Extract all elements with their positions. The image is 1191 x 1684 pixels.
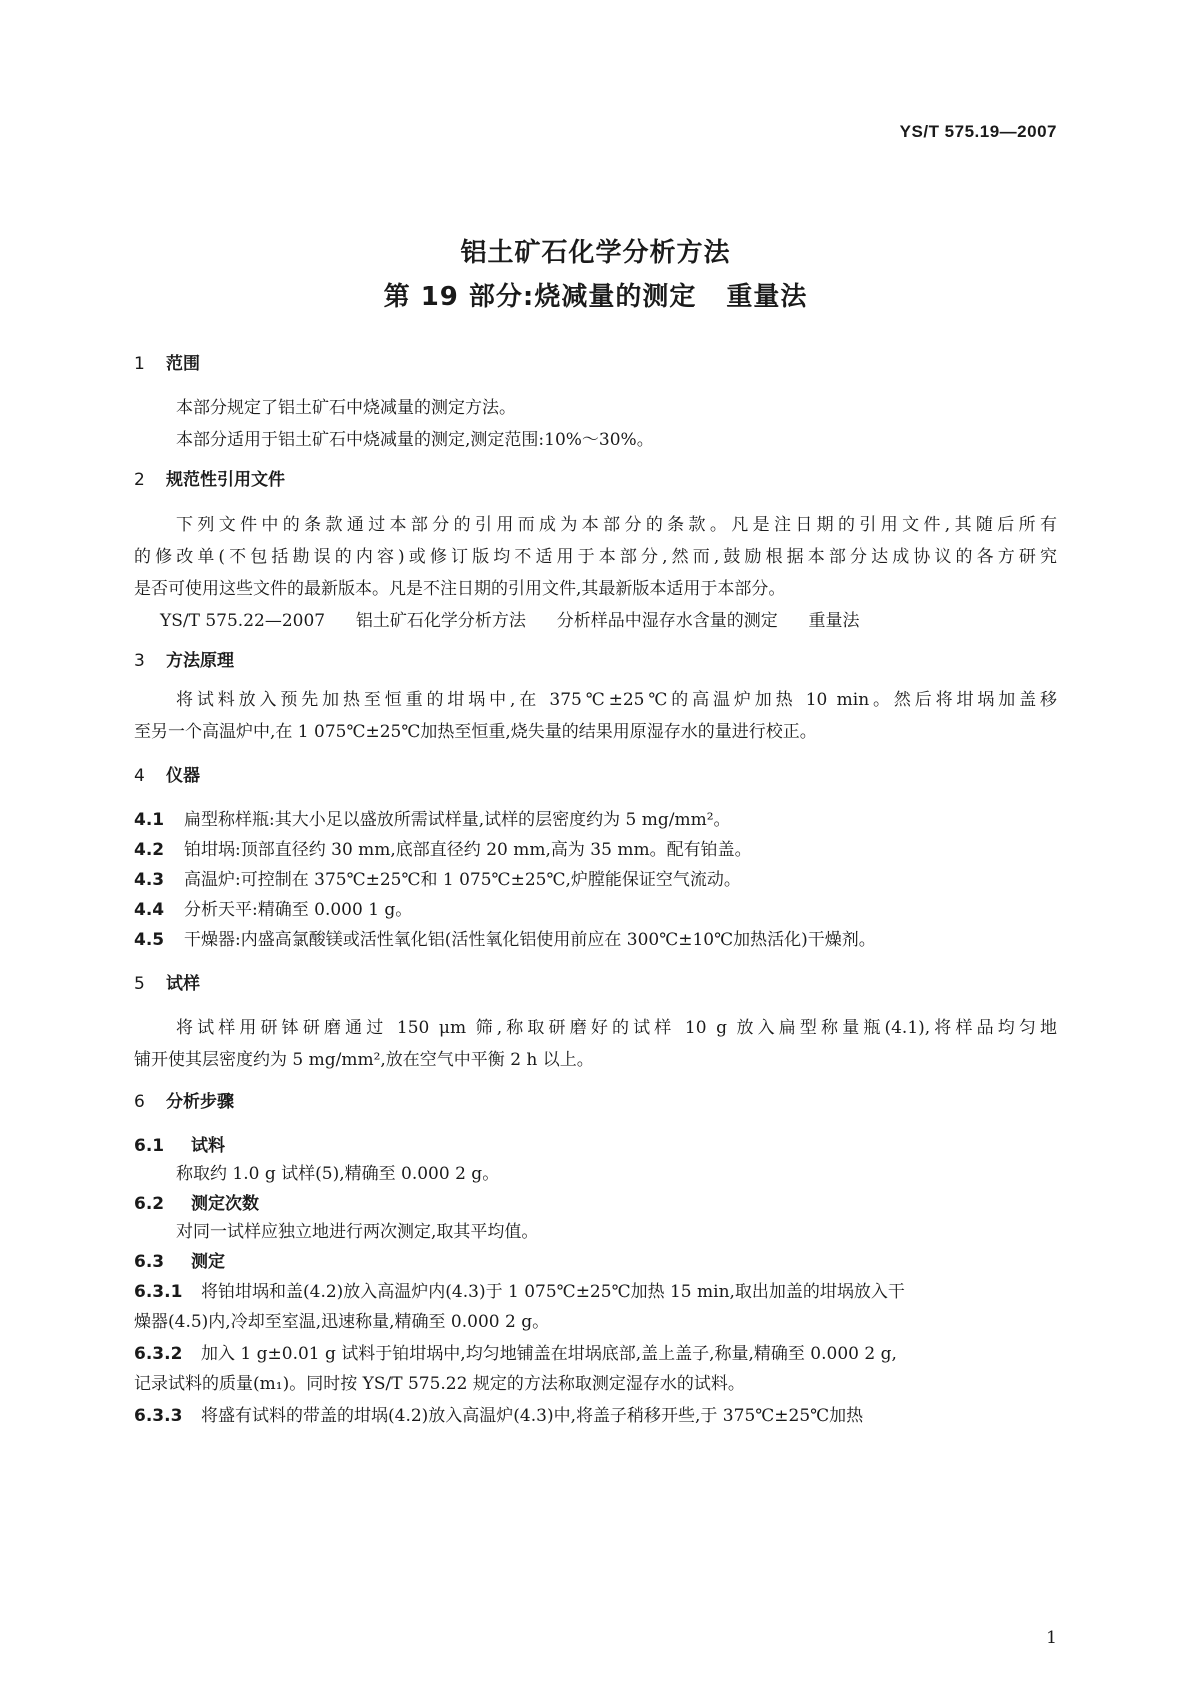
subsection-6-3-heading: 6.3 测定 <box>134 1252 225 1272</box>
section-3-heading: 3 方法原理 <box>134 651 234 671</box>
list-item: 4.2 铂坩埚:顶部直径约 30 mm,底部直径约 20 mm,高为 35 mm。配有铂盖。 <box>134 840 752 860</box>
list-item: 4.4 分析天平:精确至 0.000 1 g。 <box>134 900 413 920</box>
subtitle-method: 重量法 <box>726 282 808 312</box>
section-6-heading: 6 分析步骤 <box>134 1092 234 1112</box>
reference-title: 铝土矿石化学分析方法 <box>355 611 526 631</box>
list-item: 4.5 干燥器:内盛高氯酸镁或活性氧化铝(活性氧化铝使用前应在 300℃±10℃加热活化)干燥剂。 <box>134 930 876 950</box>
paragraph: 本部分规定了铝土矿石中烧减量的测定方法。 <box>176 398 516 418</box>
section-1-heading: 1 范围 <box>134 354 200 374</box>
doc-code: YS/T 575.19—2007 <box>899 122 1057 141</box>
paragraph: 本部分适用于铝土矿石中烧减量的测定,测定范围:10%～30%。 <box>176 430 654 450</box>
procedure-step: 6.3.3 将盛有试料的带盖的坩埚(4.2)放入高温炉(4.3)中,将盖子稍移开些,于 375℃±25℃加热 <box>134 1406 864 1426</box>
subsection-6-2-heading: 6.2 测定次数 <box>134 1194 259 1214</box>
paragraph-line: 将试料放入预先加热至恒重的坩埚中,在 375℃±25℃的高温炉加热 10 min。然后将坩埚加盖移 <box>176 690 1057 710</box>
section-4-heading: 4 仪器 <box>134 766 200 786</box>
paragraph-line: 下列文件中的条款通过本部分的引用而成为本部分的条款。凡是注日期的引用文件,其随后所有 <box>176 515 1057 535</box>
paragraph-line: 铺开使其层密度约为 5 mg/mm²,放在空气中平衡 2 h 以上。 <box>134 1050 594 1070</box>
subtitle-part: 第 19 部分:烧减量的测定 <box>383 282 697 312</box>
normative-reference <box>160 605 1083 637</box>
page-number: 1 <box>1046 1628 1057 1648</box>
paragraph-line: 对同一试样应独立地进行两次测定,取其平均值。 <box>176 1222 539 1242</box>
paragraph-line: 记录试料的质量(m₁)。同时按 YS/T 575.22 规定的方法称取测定湿存水的试料。 <box>134 1374 745 1394</box>
section-2-heading: 2 规范性引用文件 <box>134 470 285 490</box>
reference-code: YS/T 575.22—2007 <box>160 611 326 631</box>
paragraph-line: 是否可使用这些文件的最新版本。凡是不注日期的引用文件,其最新版本适用于本部分。 <box>134 579 786 599</box>
list-item: 4.1 扁型称样瓶:其大小足以盛放所需试样量,试样的层密度约为 5 mg/mm²。 <box>134 810 731 830</box>
document-subtitle <box>0 276 1191 313</box>
section-5-heading: 5 试样 <box>134 974 200 994</box>
reference-method: 重量法 <box>808 611 860 631</box>
procedure-step: 6.3.1 将铂坩埚和盖(4.2)放入高温炉内(4.3)于 1 075℃±25℃加热 15 min,取出加盖的坩埚放入干 <box>134 1282 905 1302</box>
reference-subtitle: 分析样品中湿存水含量的测定 <box>556 611 778 631</box>
document-title: 铝土矿石化学分析方法 <box>460 238 731 268</box>
paragraph-line: 燥器(4.5)内,冷却至室温,迅速称量,精确至 0.000 2 g。 <box>134 1312 550 1332</box>
list-item: 4.3 高温炉:可控制在 375℃±25℃和 1 075℃±25℃,炉膛能保证空气流动。 <box>134 870 741 890</box>
paragraph-line: 的修改单(不包括勘误的内容)或修订版均不适用于本部分,然而,鼓励根据本部分达成协议的各方研究 <box>134 547 1057 567</box>
paragraph-line: 将试样用研钵研磨通过 150 μm 筛,称取研磨好的试样 10 g 放入扁型称量瓶(4.1),将样品均匀地 <box>176 1018 1057 1038</box>
subsection-6-1-heading: 6.1 试料 <box>134 1136 225 1156</box>
paragraph-line: 至另一个高温炉中,在 1 075℃±25℃加热至恒重,烧失量的结果用原湿存水的量进行校正。 <box>134 722 817 742</box>
procedure-step: 6.3.2 加入 1 g±0.01 g 试料于铂坩埚中,均匀地铺盖在坩埚底部,盖上盖子,称量,精确至 0.000 2 g, <box>134 1344 897 1364</box>
paragraph-line: 称取约 1.0 g 试样(5),精确至 0.000 2 g。 <box>176 1164 500 1184</box>
